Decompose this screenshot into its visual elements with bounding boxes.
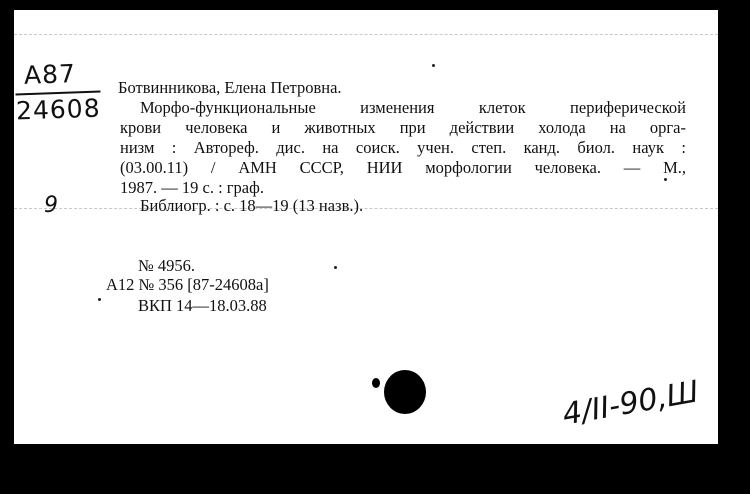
dust-speck <box>98 298 101 301</box>
title-line-5: 1987. — 19 с. : граф. <box>120 178 264 197</box>
registry-number: А12 № 356 [87-24608а] <box>106 275 269 294</box>
dust-speck <box>432 64 435 67</box>
title-line-4: (03.00.11) / АМН СССР, НИИ морфологии человека. — М., <box>120 158 686 177</box>
title-line-3: низм : Автореф. дис. на соиск. учен. степ. канд. биол. наук : <box>120 138 686 157</box>
handwritten-date: 4/II-90,Ш <box>559 374 702 433</box>
author-name: Ботвинникова, Елена Петровна. <box>118 78 342 97</box>
title-line-2: крови человека и животных при действии холода на орга- <box>120 118 686 137</box>
handwritten-shelf-code: A87 <box>23 59 77 90</box>
ruled-line <box>14 208 718 209</box>
vkp-number: ВКП 14—18.03.88 <box>138 296 267 315</box>
dust-speck <box>334 266 337 269</box>
ruled-line <box>14 34 718 35</box>
handwritten-mark: 9 <box>44 193 59 218</box>
ink-blot <box>384 370 426 414</box>
bibliography-note: Библиогр. : с. 18—19 (13 назв.). <box>140 196 364 215</box>
catalog-card <box>14 10 718 444</box>
record-number: № 4956. <box>138 256 195 275</box>
title-line-1: Морфо-функциональные изменения клеток периферической <box>140 98 686 117</box>
handwritten-inventory-number: 24608 <box>15 91 101 126</box>
dust-speck <box>664 178 667 181</box>
ink-blot-small <box>372 378 380 388</box>
